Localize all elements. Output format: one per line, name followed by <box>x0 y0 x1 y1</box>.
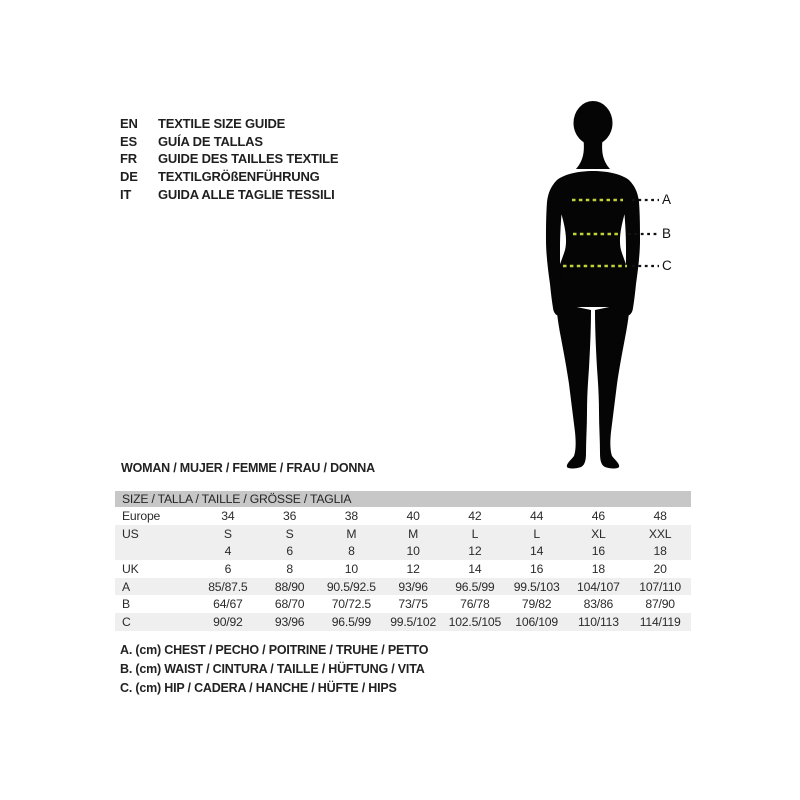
language-code: ES <box>120 133 137 149</box>
size-cell: 44 <box>530 508 544 523</box>
language-title: TEXTILE SIZE GUIDE <box>158 116 286 132</box>
body-measurement-figure <box>520 90 720 480</box>
language-title-list <box>120 115 338 203</box>
size-cell: 104/107 <box>577 579 620 594</box>
size-cell: 68/70 <box>274 597 305 612</box>
language-code: EN <box>120 116 138 132</box>
row-label: Europe <box>122 508 161 523</box>
row-label: UK <box>122 561 139 576</box>
size-cell: 83/86 <box>583 597 614 612</box>
size-cell: 12 <box>406 561 420 576</box>
size-cell: 6 <box>286 544 293 559</box>
woman-silhouette-icon <box>520 90 720 480</box>
size-cell: 16 <box>530 561 544 576</box>
row-label: US <box>122 526 139 541</box>
language-row <box>120 115 338 133</box>
section-title: WOMAN / MUJER / FEMME / FRAU / DONNA <box>121 461 375 475</box>
size-cell: 87/90 <box>645 597 675 612</box>
note-chest: A. (cm) CHEST / PECHO / POITRINE / TRUHE / PETTO <box>120 643 429 657</box>
size-cell: S <box>285 526 294 541</box>
size-cell: 90.5/92.5 <box>326 579 376 594</box>
size-cell: 10 <box>406 544 420 559</box>
size-table-header: SIZE / TALLA / TAILLE / GRÖSSE / TAGLIA <box>115 491 691 507</box>
size-cell: 6 <box>224 561 232 576</box>
size-cell: XXL <box>648 526 672 541</box>
size-cell: 114/119 <box>639 614 681 629</box>
size-cell: 12 <box>468 544 482 559</box>
table-row-us <box>115 525 691 543</box>
size-cell: 93/96 <box>274 614 305 629</box>
size-table <box>115 491 691 631</box>
size-cell: 18 <box>591 561 605 576</box>
row-label: C <box>122 614 131 629</box>
size-cell: 4 <box>224 544 232 559</box>
size-cell: 8 <box>286 561 293 576</box>
size-cell: 46 <box>591 508 605 523</box>
table-row-chest <box>115 578 691 596</box>
size-cell: 106/109 <box>515 614 558 629</box>
size-cell: 90/92 <box>213 614 243 629</box>
size-cell: 8 <box>348 544 355 559</box>
language-title: GUIDA ALLE TAGLIE TESSILI <box>158 186 335 202</box>
table-row-waist <box>115 595 691 613</box>
language-code: DE <box>120 169 138 185</box>
language-row <box>120 185 338 203</box>
row-label <box>115 542 197 560</box>
size-cell: 73/75 <box>398 597 428 612</box>
measure-label-c: C <box>662 258 672 273</box>
language-title: TEXTILGRÖßENFÜHRUNG <box>158 169 320 185</box>
size-cell: 42 <box>468 508 482 523</box>
size-cell: 38 <box>344 508 358 523</box>
note-waist: B. (cm) WAIST / CINTURA / TAILLE / HÜFTUNG / VITA <box>120 662 425 677</box>
measure-label-b: B <box>662 226 671 241</box>
size-cell: 10 <box>344 561 358 576</box>
size-cell: 34 <box>221 508 235 523</box>
size-cell: 64/67 <box>213 597 243 612</box>
row-label: A <box>122 579 130 594</box>
size-cell: 88/90 <box>274 579 305 594</box>
table-row-hip <box>115 613 691 631</box>
size-cell: L <box>471 526 479 541</box>
size-cell: M <box>408 526 419 541</box>
language-title: GUIDE DES TAILLES TEXTILE <box>158 151 339 167</box>
table-row-us-numeric <box>115 542 691 560</box>
size-cell: 18 <box>653 544 667 559</box>
size-cell: M <box>346 526 357 541</box>
measurement-notes <box>120 643 428 701</box>
size-cell: 79/82 <box>521 597 552 612</box>
size-cell: 96.5/99 <box>455 579 495 594</box>
size-cell: 107/110 <box>639 579 681 594</box>
size-cell: L <box>533 526 540 541</box>
size-cell: 14 <box>468 561 482 576</box>
size-cell: 14 <box>530 544 544 559</box>
measure-label-a: A <box>662 192 671 207</box>
table-row-europe <box>115 507 691 525</box>
size-cell: 96.5/99 <box>331 614 371 629</box>
language-row <box>120 133 338 151</box>
size-cell: 85/87.5 <box>208 579 248 594</box>
size-cell: 76/78 <box>460 597 490 612</box>
size-cell: 48 <box>653 508 667 523</box>
language-row <box>120 168 338 186</box>
size-cell: 36 <box>283 508 297 523</box>
language-code: IT <box>120 186 132 202</box>
table-row-uk <box>115 560 691 578</box>
size-cell: 20 <box>653 561 667 576</box>
note-hip: C. (cm) HIP / CADERA / HANCHE / HÜFTE / HIPS <box>120 681 397 696</box>
size-cell: 102.5/105 <box>448 614 502 629</box>
language-row <box>120 150 338 168</box>
size-cell: 70/72.5 <box>331 597 371 612</box>
size-table-header-row <box>115 491 691 507</box>
row-label: B <box>122 597 130 612</box>
size-cell: 16 <box>591 544 605 559</box>
size-cell: XL <box>591 526 606 541</box>
size-cell: 110/113 <box>577 614 619 629</box>
size-cell: 40 <box>406 508 420 523</box>
size-cell: 99.5/103 <box>513 579 560 594</box>
language-title: GUÍA DE TALLAS <box>158 133 263 149</box>
language-code: FR <box>120 151 137 167</box>
size-cell: 99.5/102 <box>390 614 437 629</box>
size-cell: 93/96 <box>398 579 428 594</box>
size-cell: S <box>223 526 232 541</box>
